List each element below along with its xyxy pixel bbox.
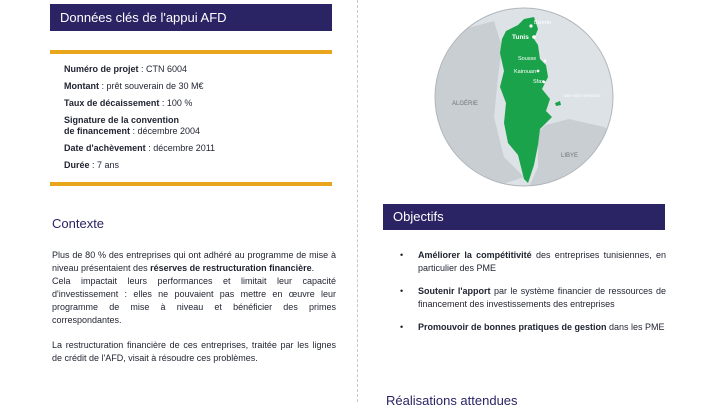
key-facts-title: Données clés de l'appui AFD	[60, 10, 227, 25]
context-title: Contexte	[52, 216, 105, 231]
kairouan-label: Kairouan	[514, 69, 537, 75]
column-divider	[357, 0, 358, 402]
key-facts-bottom-rule	[50, 182, 332, 186]
key-fact-completion-date: Date d'achèvement : décembre 2011	[64, 143, 216, 153]
results-title: Réalisations attendues	[386, 393, 518, 408]
bullet-icon: •	[400, 322, 404, 332]
bizerte-dot	[529, 24, 532, 27]
key-facts-top-rule	[50, 50, 332, 54]
context-paragraph-3: La restructuration financière de ces entreprises, traitée par les lignes de crédit de l'AFD, visait à résoudre ces problèmes.	[52, 340, 336, 363]
key-fact-signature-date: Signature de la convention de financement : décembre 2004	[64, 115, 201, 136]
tunis-label: Tunis	[512, 34, 529, 41]
key-fact-amount: Montant : prêt souverain de 30 M€	[64, 81, 204, 91]
sousse-dot	[544, 60, 547, 63]
kairouan-dot	[537, 70, 540, 73]
key-fact-project-number: Numéro de projet : CTN 6004	[64, 64, 188, 74]
tunisia-map	[434, 7, 614, 187]
bizerte-label: Bizerte	[534, 20, 552, 26]
key-facts-list	[64, 64, 329, 177]
algeria-label: ALGÉRIE	[452, 101, 479, 107]
tunis-dot	[532, 35, 536, 39]
sousse-label: Sousse	[518, 56, 537, 62]
context-paragraph-2: Cela impactait leurs performances et limitait leur capacité d'investissement : elles ne pouvaient pas mettre en œuvre leur programme de mise à niveau et bénéficier des primes correspondantes.	[52, 276, 336, 325]
bullet-icon: •	[400, 286, 404, 296]
objectives-title: Objectifs	[393, 209, 444, 224]
objective-item: • Améliorer la compétitivité des entreprises tunisiennes, en particulier des PME	[400, 250, 666, 273]
key-facts-header	[50, 4, 332, 31]
bullet-icon: •	[400, 250, 404, 260]
key-fact-disbursement-rate: Taux de décaissement : 100 %	[64, 98, 193, 108]
sea-label: MER MÉDITERRANÉE	[564, 94, 601, 98]
objective-item: • Promouvoir de bonnes pratiques de gestion dans les PME	[400, 322, 665, 332]
context-paragraph-1: Plus de 80 % des entreprises qui ont adhéré au programme de mise à niveau présentaient des réserves de restructuration financière.	[52, 250, 336, 273]
sfax-label: Sfax	[533, 79, 545, 85]
key-fact-duration: Durée : 7 ans	[64, 160, 120, 170]
context-body	[52, 249, 336, 365]
objective-item: • Soutenir l'apport par le système financier de ressources de financement des investissements des entreprises	[400, 286, 666, 309]
objectives-header	[383, 204, 665, 230]
objectives-list	[400, 249, 666, 344]
libya-label: LIBYE	[561, 153, 579, 159]
